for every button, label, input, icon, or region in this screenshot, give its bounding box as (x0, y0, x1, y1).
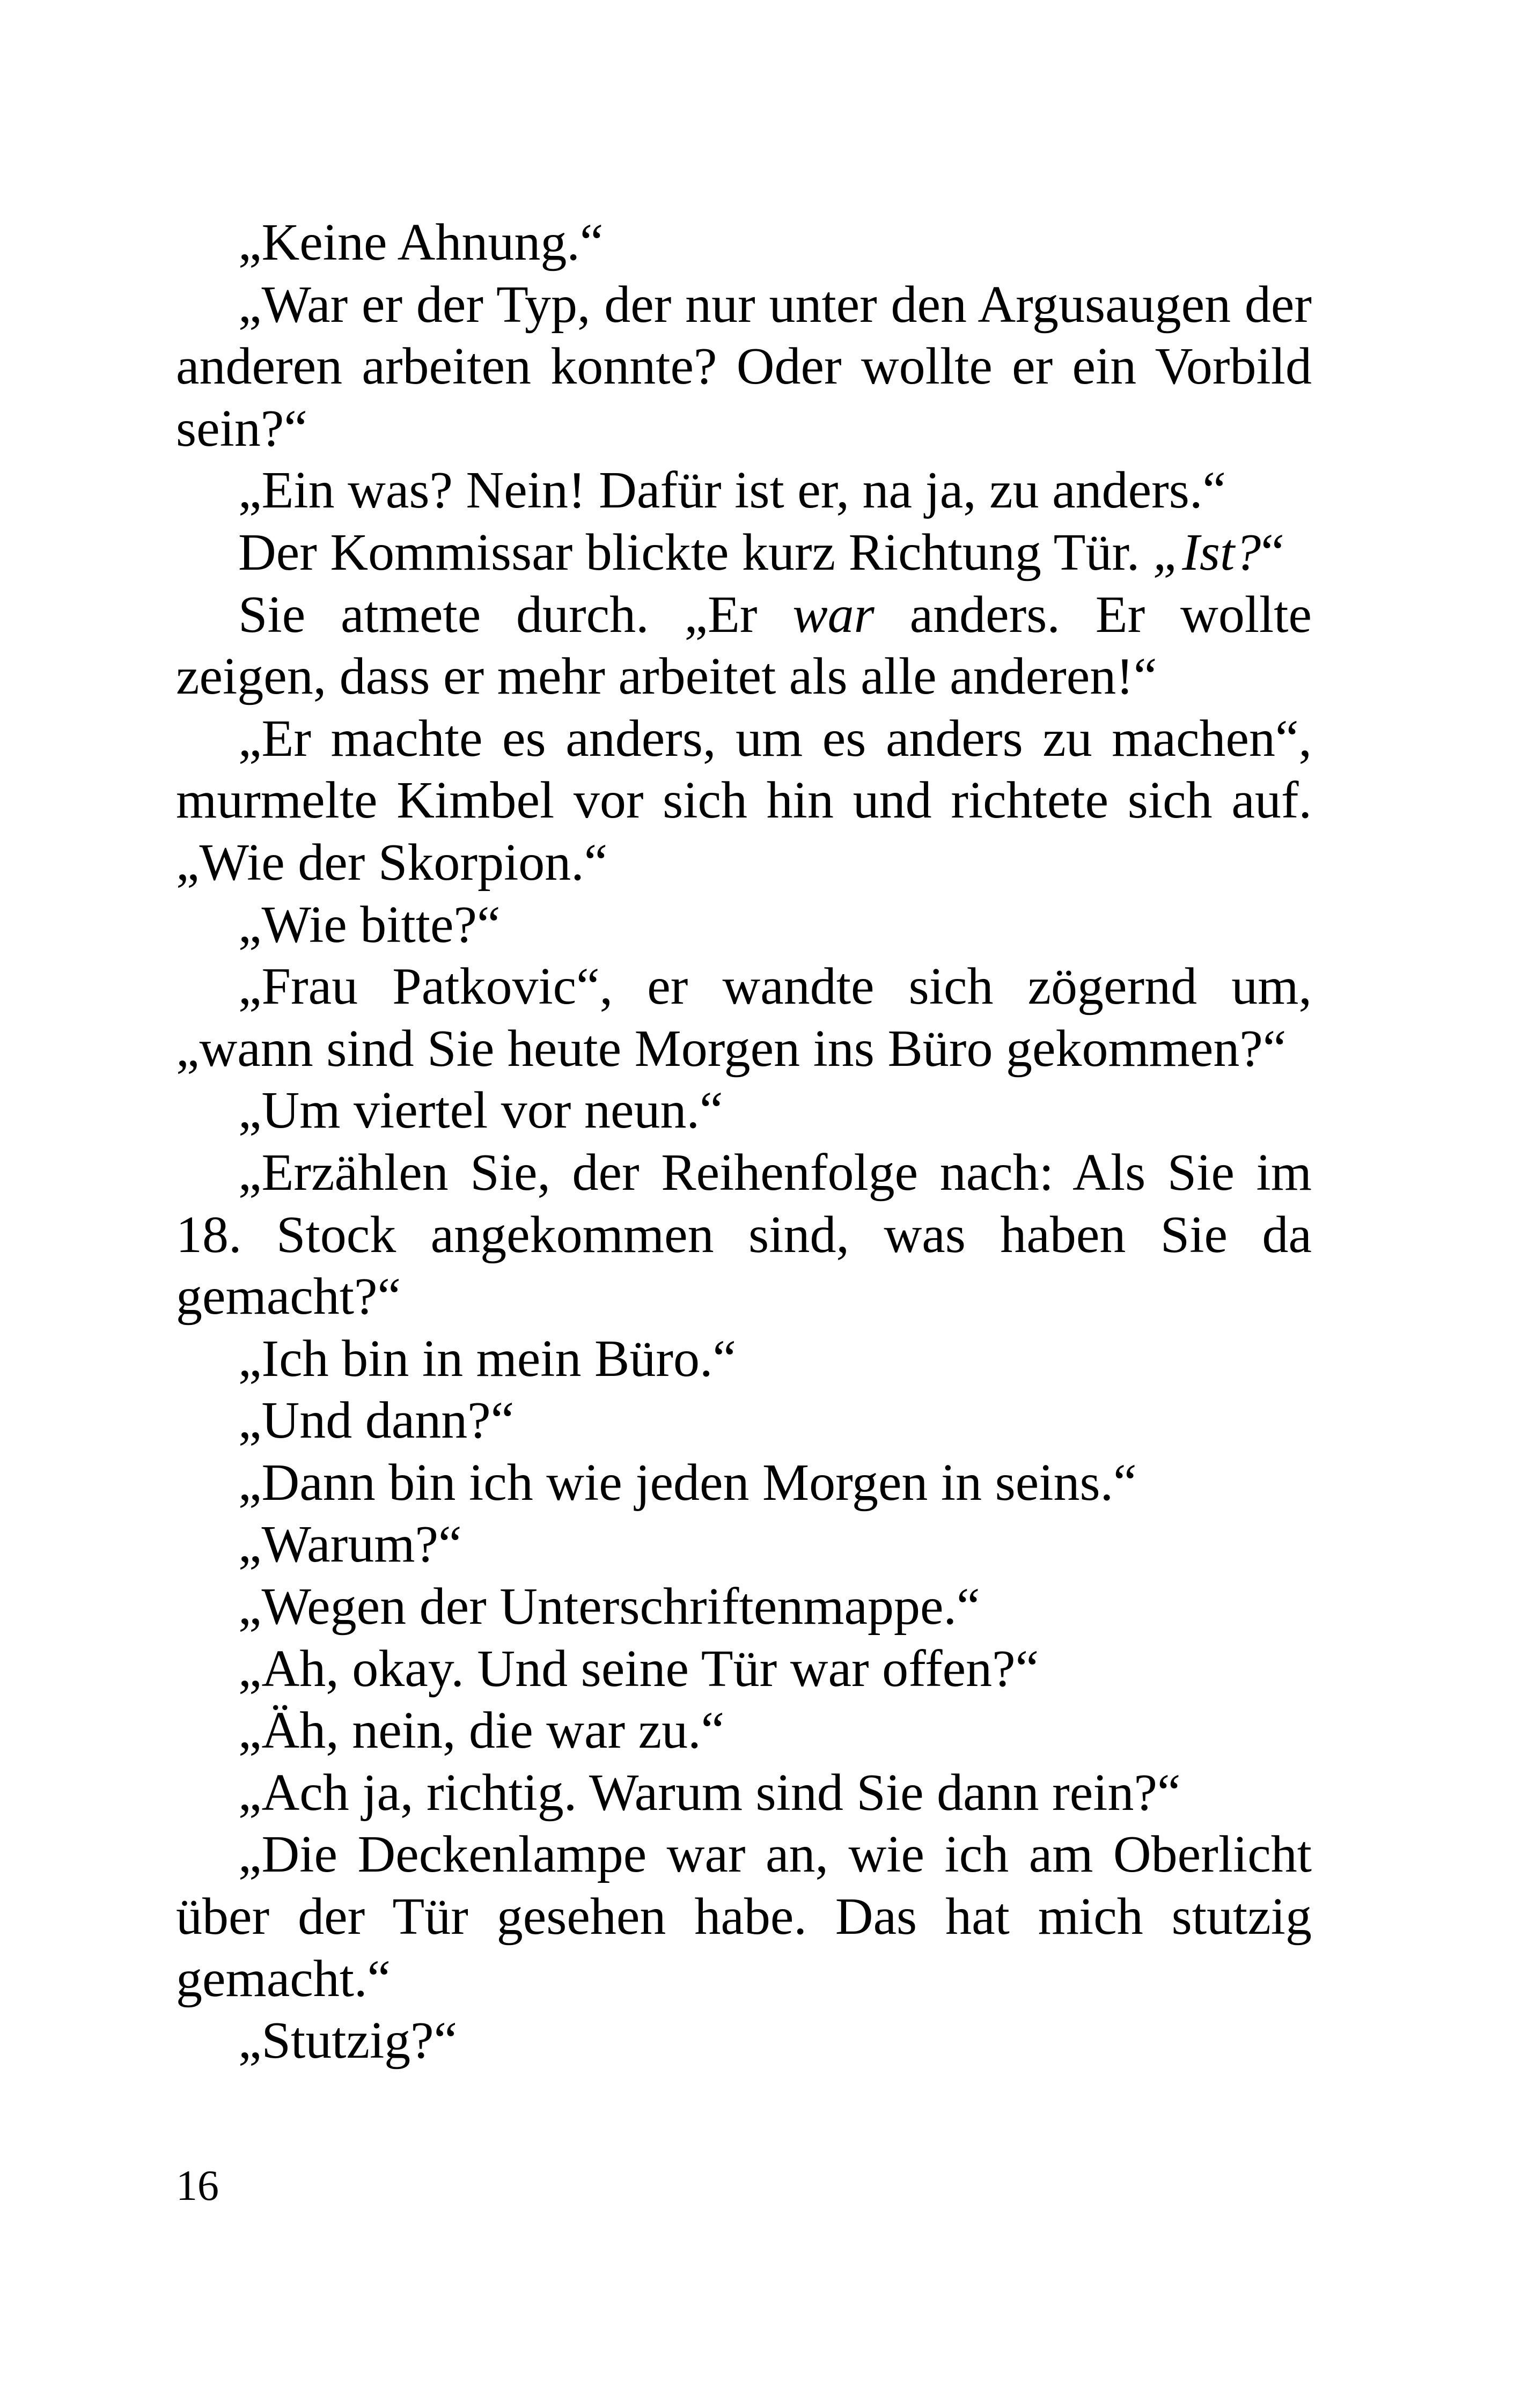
paragraph: „Die Deckenlampe war an, wie ich am Oberlicht über der Tür gesehen habe. Das hat mich stutzig gemacht.“ (176, 1825, 1312, 2008)
paragraph: „War er der Typ, der nur unter den Argusaugen der anderen arbeiten konnte? Oder wollte er ein Vorbild sein?“ (176, 275, 1312, 458)
italic-text: „Ist? (1152, 523, 1261, 581)
paragraph: „Er machte es anders, um es anders zu machen“, murmelte Kimbel vor sich hin und richtete sich auf. „Wie der Skorpion.“ (176, 709, 1312, 892)
paragraph: „Ah, okay. Und seine Tür war offen?“ (238, 1639, 1039, 1698)
paragraph: „Wegen der Unterschriftenmappe.“ (238, 1578, 980, 1636)
page-body (176, 212, 1312, 2072)
text-run: Der Kommissar blickte kurz Richtung Tür. (238, 523, 1153, 581)
paragraph: „Frau Patkovic“, er wandte sich zögernd um, „wann sind Sie heute Morgen ins Büro gekommen?“ (176, 958, 1312, 1078)
paragraph: „Ein was? Nein! Dafür ist er, na ja, zu anders.“ (238, 461, 1226, 520)
paragraph (176, 584, 1312, 708)
paragraph: „Erzählen Sie, der Reihenfolge nach: Als Sie im 18. Stock angekommen sind, was haben Sie da gemacht?“ (176, 1143, 1312, 1326)
paragraph: „Um viertel vor neun.“ (238, 1081, 723, 1140)
paragraph: „Dann bin ich wie jeden Morgen in seins.“ (238, 1453, 1137, 1512)
paragraph (176, 522, 1312, 584)
paragraph: „Stutzig?“ (238, 2012, 458, 2070)
paragraph: „Keine Ahnung.“ (238, 213, 604, 271)
paragraph: „Äh, nein, die war zu.“ (238, 1702, 725, 1760)
page-number: 16 (176, 2162, 219, 2210)
paragraph: „Ich bin in mein Büro.“ (238, 1329, 737, 1388)
text-run: Sie atmete durch. „Er (238, 585, 793, 644)
text-run: “ (1261, 523, 1284, 581)
italic-text: war (792, 585, 875, 644)
paragraph: „Ach ja, richtig. Warum sind Sie dann rein?“ (238, 1763, 1181, 1822)
text-run: anders. Er wollte zeigen, dass er mehr arbeitet als alle anderen!“ (176, 585, 1312, 706)
paragraph: „Und dann?“ (238, 1391, 515, 1450)
paragraph: „Wie bitte?“ (238, 895, 501, 954)
paragraph: „Warum?“ (238, 1515, 462, 1574)
